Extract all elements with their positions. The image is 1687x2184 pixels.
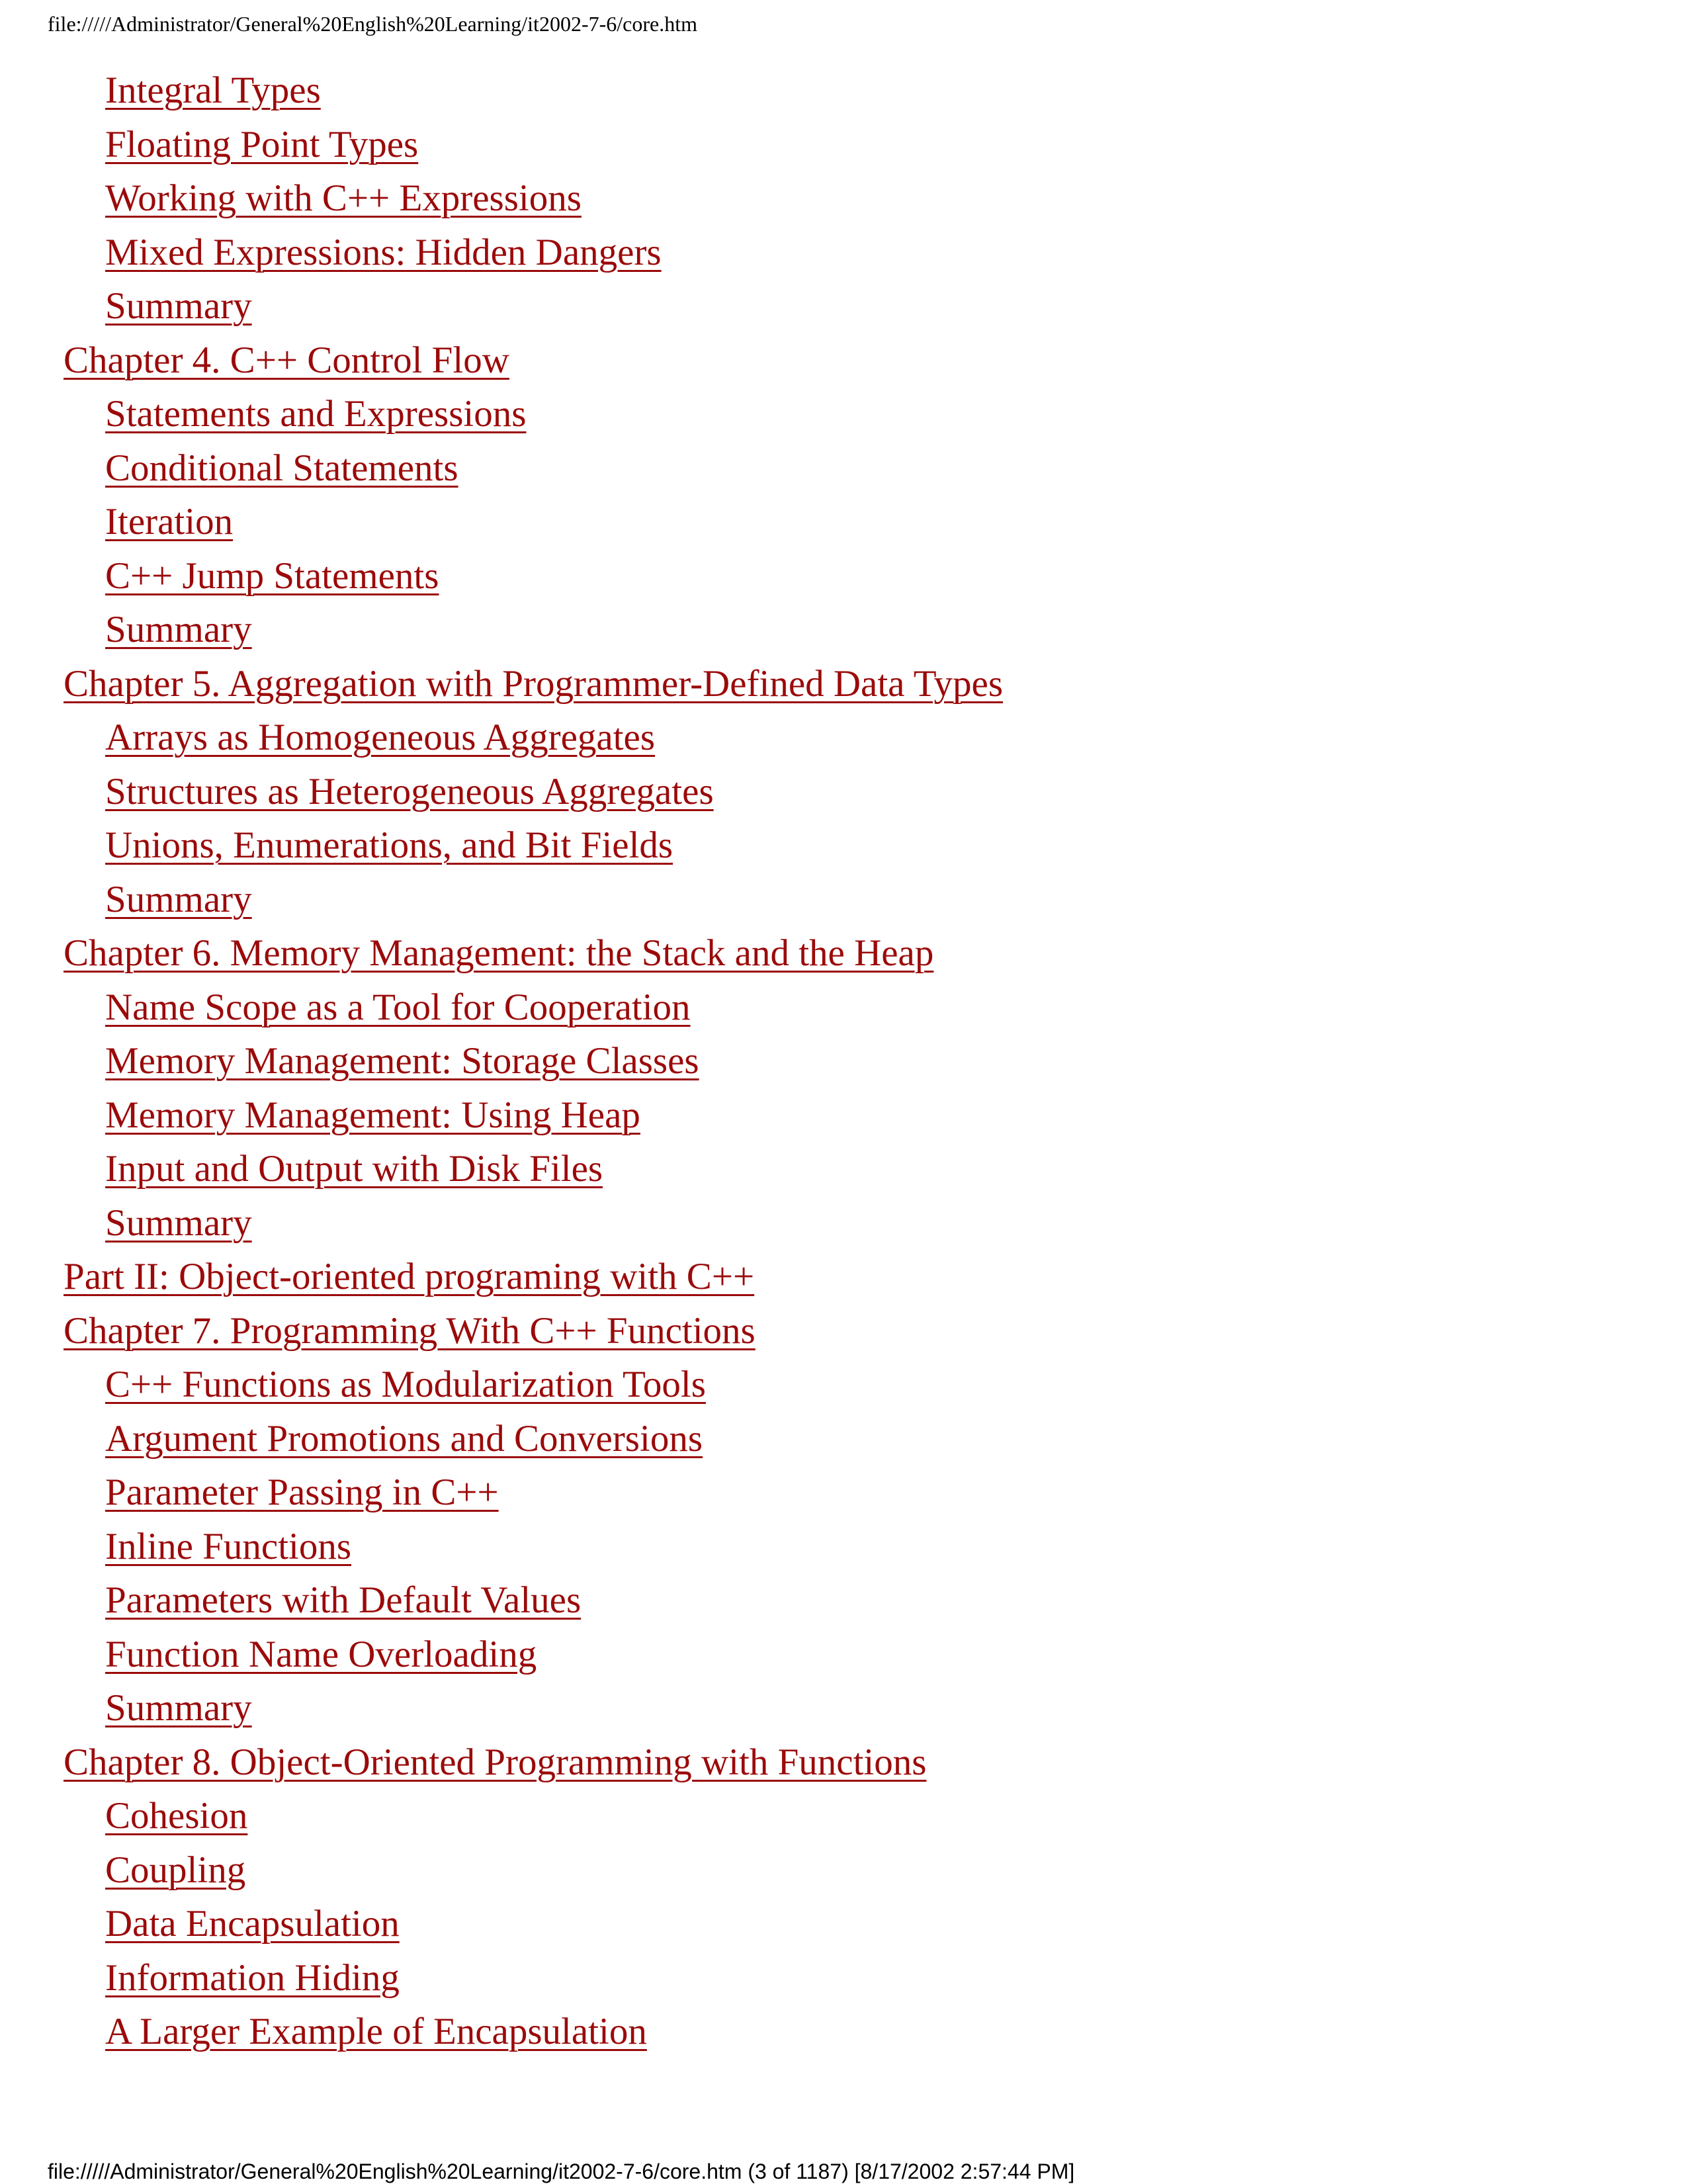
- toc-section-item: [0, 1897, 1687, 1951]
- toc-section-item: [0, 1412, 1687, 1466]
- toc-section-item: [0, 1951, 1687, 2005]
- toc-section-item: [0, 2005, 1687, 2059]
- toc-section-link[interactable]: Summary: [105, 285, 252, 327]
- toc-section-item: [0, 1681, 1687, 1735]
- toc-section-item: [0, 118, 1687, 172]
- toc-chapter-item: [0, 1735, 1687, 1790]
- toc-chapter-link[interactable]: Chapter 5. Aggregation with Programmer-Defined Data Types: [64, 662, 1004, 705]
- toc-section-item: [0, 495, 1687, 549]
- toc-chapter-link[interactable]: Chapter 6. Memory Management: the Stack and the Heap: [64, 932, 934, 974]
- page-url-header: file://///Administrator/General%20English%20Learning/it2002-7-6/core.htm: [48, 12, 697, 36]
- toc-section-link[interactable]: Argument Promotions and Conversions: [105, 1417, 703, 1460]
- toc-section-link[interactable]: Summary: [105, 878, 252, 920]
- toc-section-link[interactable]: Summary: [105, 1687, 252, 1729]
- page-footer: file://///Administrator/General%20English%20Learning/it2002-7-6/core.htm (3 of 1187) [8/17/2002 2:57:44 PM]: [48, 2160, 1075, 2183]
- toc-section-item: [0, 226, 1687, 280]
- toc-section-item: [0, 171, 1687, 226]
- toc-section-item: [0, 1628, 1687, 1682]
- toc-section-item: [0, 818, 1687, 873]
- toc-section-link[interactable]: Input and Output with Disk Files: [105, 1148, 603, 1190]
- toc-section-link[interactable]: Summary: [105, 1201, 252, 1244]
- toc-chapter-item: [0, 657, 1687, 711]
- toc-section-link[interactable]: Name Scope as a Tool for Cooperation: [105, 986, 691, 1028]
- toc-section-link[interactable]: Inline Functions: [105, 1525, 352, 1567]
- toc-section-link[interactable]: Information Hiding: [105, 1956, 400, 1999]
- toc-chapter-link[interactable]: Chapter 7. Programming With C++ Functions: [64, 1309, 756, 1352]
- toc-section-item: [0, 1358, 1687, 1412]
- toc-section-link[interactable]: Mixed Expressions: Hidden Dangers: [105, 231, 662, 273]
- toc-section-link[interactable]: C++ Jump Statements: [105, 554, 439, 597]
- toc-section-item: [0, 1573, 1687, 1628]
- toc-section-item: [0, 981, 1687, 1035]
- toc-chapter-link[interactable]: Chapter 4. C++ Control Flow: [64, 339, 509, 381]
- toc-section-link[interactable]: Data Encapsulation: [105, 1903, 400, 1944]
- toc-section-item: [0, 603, 1687, 657]
- toc-section-link[interactable]: Integral Types: [105, 69, 321, 111]
- toc-section-item: [0, 1034, 1687, 1088]
- toc-section-link[interactable]: Parameters with Default Values: [105, 1579, 582, 1621]
- toc-section-item: [0, 1520, 1687, 1574]
- toc-section-item: [0, 765, 1687, 819]
- toc-section-item: [0, 1465, 1687, 1520]
- toc-chapter-item: [0, 1250, 1687, 1304]
- toc-section-link[interactable]: Function Name Overloading: [105, 1633, 537, 1675]
- toc-section-link[interactable]: Summary: [105, 609, 252, 650]
- toc-section-link[interactable]: Cohesion: [105, 1795, 248, 1837]
- toc-section-link[interactable]: Memory Management: Storage Classes: [105, 1040, 699, 1082]
- toc-chapter-item: [0, 1304, 1687, 1358]
- toc-section-item: [0, 1142, 1687, 1196]
- toc-section-item: [0, 64, 1687, 118]
- toc-section-item: [0, 549, 1687, 603]
- toc-section-item: [0, 1843, 1687, 1898]
- toc-section-link[interactable]: Parameter Passing in C++: [105, 1471, 499, 1513]
- toc-section-link[interactable]: Statements and Expressions: [105, 393, 527, 435]
- toc-section-link[interactable]: Iteration: [105, 501, 234, 543]
- toc-section-link[interactable]: Structures as Heterogeneous Aggregates: [105, 770, 714, 812]
- toc-section-link[interactable]: Unions, Enumerations, and Bit Fields: [105, 824, 673, 866]
- table-of-contents: [0, 64, 1687, 2059]
- toc-section-item: [0, 279, 1687, 333]
- toc-chapter-item: [0, 333, 1687, 388]
- toc-section-link[interactable]: Conditional Statements: [105, 447, 458, 489]
- toc-section-item: [0, 1196, 1687, 1250]
- toc-section-item: [0, 1789, 1687, 1843]
- toc-section-item: [0, 711, 1687, 765]
- toc-section-link[interactable]: A Larger Example of Encapsulation: [105, 2011, 647, 2052]
- toc-section-link[interactable]: Working with C++ Expressions: [105, 177, 582, 219]
- toc-chapter-link[interactable]: Part II: Object-oriented programing with C++: [64, 1256, 755, 1297]
- toc-section-item: [0, 387, 1687, 441]
- toc-section-item: [0, 441, 1687, 496]
- toc-chapter-link[interactable]: Chapter 8. Object-Oriented Programming with Functions: [64, 1741, 927, 1783]
- toc-section-item: [0, 1088, 1687, 1143]
- toc-section-link[interactable]: Floating Point Types: [105, 123, 419, 165]
- toc-chapter-item: [0, 926, 1687, 981]
- toc-section-item: [0, 873, 1687, 927]
- toc-section-link[interactable]: Memory Management: Using Heap: [105, 1094, 640, 1136]
- toc-section-link[interactable]: Arrays as Homogeneous Aggregates: [105, 717, 656, 758]
- toc-section-link[interactable]: Coupling: [105, 1849, 246, 1891]
- toc-section-link[interactable]: C++ Functions as Modularization Tools: [105, 1364, 706, 1405]
